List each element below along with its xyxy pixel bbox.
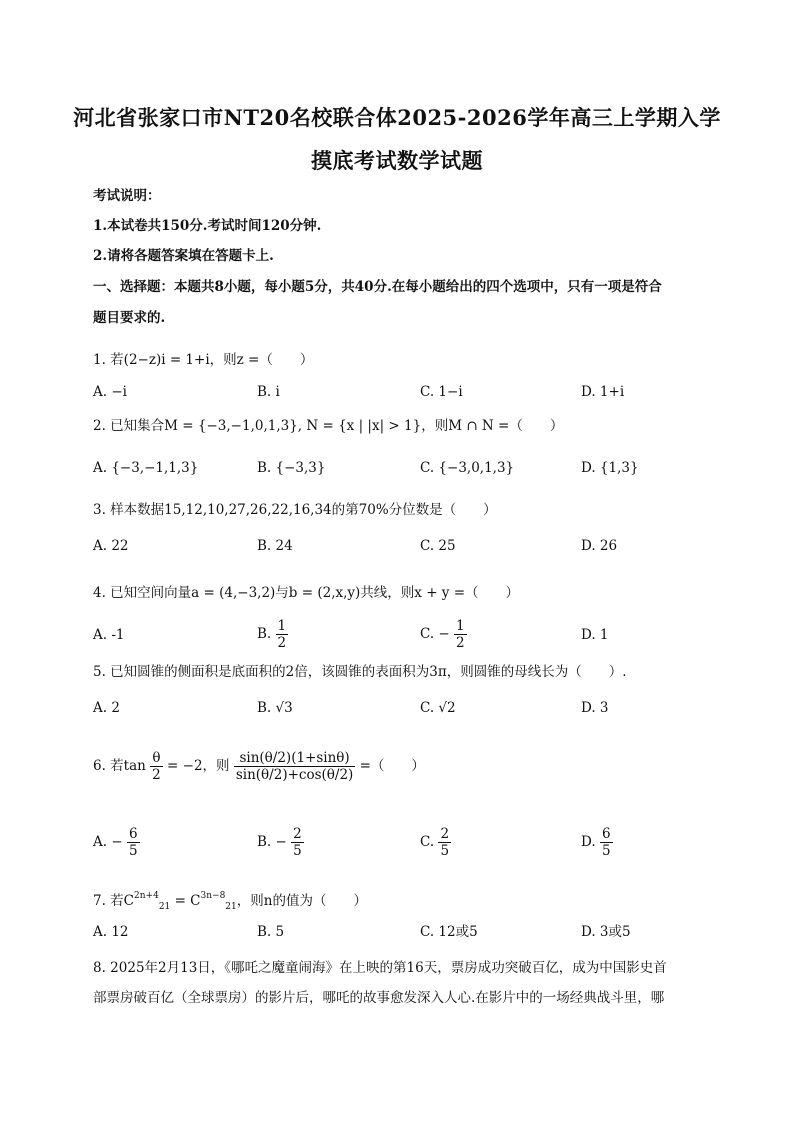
- question-8-line2: 部票房破百亿（全球票房）的影片后，哪吒的故事愈发深入人心.在影片中的一场经典战斗里，哪: [93, 990, 665, 1006]
- q6-option-a-fraction: [127, 826, 140, 859]
- q7-option-a: A. 12: [93, 924, 129, 940]
- q2-option-b: B. {−3,3}: [257, 460, 326, 476]
- q5-option-c: C. √2: [420, 700, 456, 716]
- section-heading-line1: 一、选择题：本题共8小题，每小题5分，共40分.在每小题给出的四个选项中，只有一项是符合: [93, 279, 662, 295]
- instruction-item-2: 2.请将各题答案填在答题卡上.: [93, 248, 274, 264]
- q2-option-c: C. {−3,0,1,3}: [420, 460, 515, 476]
- question-8-line1: 8. 2025年2月13日，《哪吒之魔童闹海》在上映的第16天，票房成功突破百亿，成为中国影史首: [93, 960, 667, 976]
- fraction-denominator: 2: [456, 635, 465, 651]
- q6-stem-mid: = −2，则: [167, 758, 230, 774]
- q6-option-d: [581, 826, 613, 859]
- q7-option-c: C. 12或5: [420, 924, 478, 940]
- q6-theta-fraction: [150, 750, 163, 783]
- q6-option-b: [257, 826, 304, 859]
- fraction-numerator: 2: [293, 826, 302, 842]
- fraction-numerator: 6: [601, 826, 611, 842]
- q6-stem-suffix: =（ ）: [359, 758, 425, 774]
- q3-option-d: D. 26: [581, 538, 618, 554]
- instructions-heading: 考试说明：: [93, 188, 161, 204]
- question-2-stem: 2. 已知集合M = {−3,−1,0,1,3}, N = {x | |x| > 1}，则M ∩ N =（ ）: [93, 418, 564, 434]
- fraction-denominator: 5: [440, 843, 450, 859]
- fraction-numerator: 2: [440, 826, 450, 842]
- q4-option-d: D. 1: [581, 627, 609, 643]
- q6-option-d-label: D.: [581, 834, 596, 850]
- section-heading-line2: 题目要求的.: [93, 310, 166, 326]
- q1-option-d: D. 1+i: [581, 384, 625, 400]
- q7-stem-prefix: 7. 若C: [93, 893, 135, 909]
- fraction-denominator: 2: [277, 635, 287, 651]
- q4-option-c-label: C. −: [420, 626, 450, 642]
- q6-option-c: [420, 826, 451, 859]
- q5-option-a: A. 2: [93, 700, 120, 716]
- q6-option-b-fraction: [291, 826, 304, 859]
- fraction-numerator: 6: [128, 826, 138, 842]
- fraction-numerator: sin(θ/2)(1+sinθ): [234, 750, 355, 767]
- q6-option-a: [93, 826, 140, 859]
- question-7-stem: [93, 886, 703, 917]
- fraction-denominator: 5: [128, 843, 138, 859]
- q7-equals: = C: [174, 893, 201, 909]
- q7-rhs-superscript: 3n−8: [200, 891, 226, 901]
- fraction-denominator: 2: [152, 767, 161, 783]
- q1-option-c: C. 1−i: [420, 384, 463, 400]
- q3-option-a: A. 22: [93, 538, 129, 554]
- fraction-numerator: θ: [150, 750, 163, 767]
- q3-option-c: C. 25: [420, 538, 456, 554]
- q4-option-b: [257, 618, 288, 651]
- fraction-numerator: 1: [456, 618, 465, 634]
- question-1-stem: 1. 若(2−z)i = 1+i，则z =（ ）: [93, 352, 314, 368]
- q1-option-b: B. i: [257, 384, 280, 400]
- q7-rhs-subscript: 21: [225, 902, 237, 912]
- question-5-stem: 5. 已知圆锥的侧面积是底面积的2倍，该圆锥的表面积为3π，则圆锥的母线长为（ ）.: [93, 664, 627, 680]
- q6-option-d-fraction: [600, 826, 613, 859]
- fraction-denominator: 5: [601, 843, 611, 859]
- q6-stem-prefix: 6. 若tan: [93, 758, 146, 774]
- q4-option-c: [420, 618, 467, 651]
- page-title-line2: 摸底考试数学试题: [311, 148, 483, 173]
- instruction-item-1: 1.本试卷共150分.考试时间120分钟.: [93, 218, 322, 234]
- q7-lhs-subscript: 21: [158, 902, 171, 912]
- q7-lhs-superscript: 2n+4: [134, 891, 159, 901]
- q3-option-b: B. 24: [257, 538, 293, 554]
- q4-option-b-label: B.: [257, 626, 272, 642]
- q4-option-a: A. -1: [93, 627, 125, 643]
- q6-option-c-fraction: [438, 826, 451, 859]
- q4-option-b-fraction: [276, 618, 289, 651]
- q2-option-d: D. {1,3}: [581, 460, 639, 476]
- question-6-stem: [93, 748, 703, 784]
- question-4-stem: 4. 已知空间向量a = (4,−3,2)与b = (2,x,y)共线，则x + y =（ ）: [93, 585, 520, 601]
- question-3-stem: 3. 样本数据15,12,10,27,26,22,16,34的第70%分位数是（ ）: [93, 502, 497, 518]
- page-title-line1: 河北省张家口市NT20名校联合体2025-2026学年高三上学期入学: [73, 105, 721, 130]
- fraction-denominator: sin(θ/2)+cos(θ/2): [235, 767, 354, 783]
- q7-option-b: B. 5: [257, 924, 285, 940]
- q6-expression-fraction: [234, 750, 355, 783]
- q5-option-d: D. 3: [581, 700, 609, 716]
- q6-option-c-label: C.: [420, 834, 435, 850]
- q1-option-a: A. −i: [93, 384, 127, 400]
- q4-option-c-fraction: [454, 618, 467, 651]
- q7-option-d: D. 3或5: [581, 924, 631, 940]
- q7-stem-suffix: ，则n的值为（ ）: [236, 893, 367, 909]
- fraction-numerator: 1: [277, 618, 287, 634]
- q6-option-a-label: A. −: [93, 834, 123, 850]
- q2-option-a: A. {−3,−1,1,3}: [93, 460, 199, 476]
- q5-option-b: B. √3: [257, 700, 293, 716]
- q6-option-b-label: B. −: [257, 834, 287, 850]
- fraction-denominator: 5: [293, 843, 302, 859]
